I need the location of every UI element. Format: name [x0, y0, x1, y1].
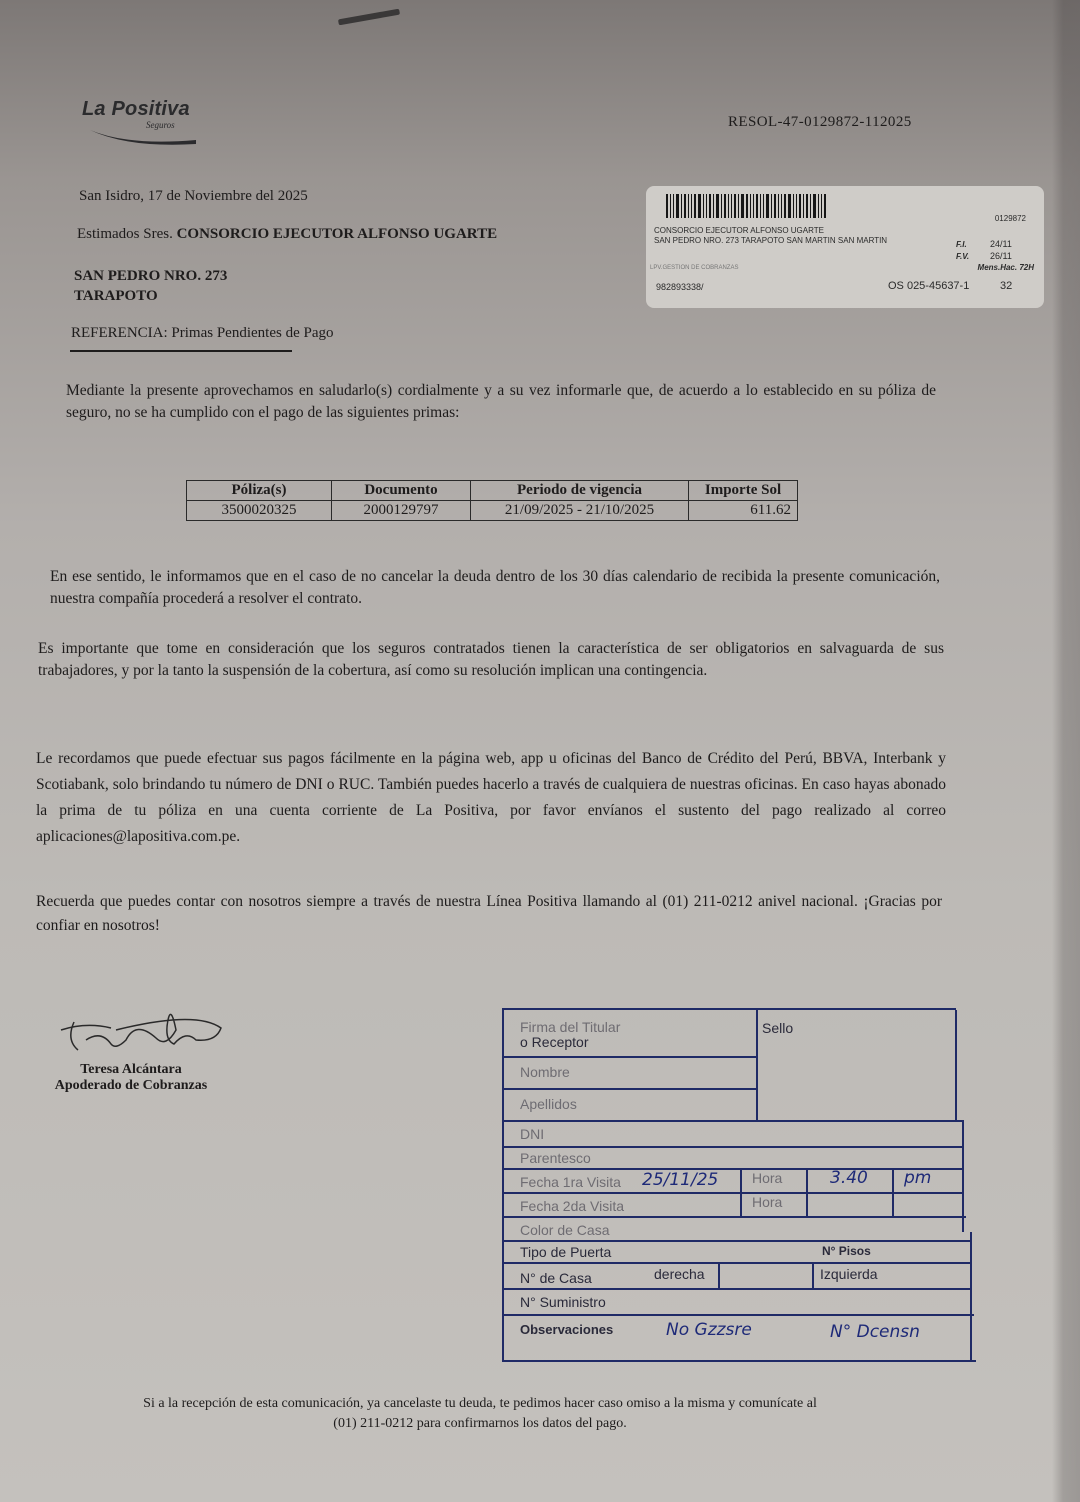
address-block: [74, 266, 227, 306]
barcode-bar: [684, 194, 686, 218]
barcode-bar: [709, 194, 711, 218]
label-address: SAN PEDRO NRO. 273 TARAPOTO SAN MARTIN SAN MARTIN: [654, 236, 888, 245]
label-numero-casa: N° de Casa: [520, 1270, 592, 1286]
greeting-prefix: Estimados Sres.: [77, 226, 173, 242]
barcode-bar: [724, 194, 726, 218]
col-line: [812, 1262, 814, 1288]
barcode-bar: [721, 194, 722, 218]
cell-poliza: 3500020325: [187, 501, 332, 521]
label-tipo-puerta: Tipo de Puerta: [520, 1244, 612, 1260]
label-color-casa: Color de Casa: [520, 1222, 610, 1238]
label-dept: LPV.GESTION DE COBRANZAS: [650, 265, 739, 271]
footer-line-1: Si a la recepción de esta comunicación, ya cancelaste tu deuda, te pedimos hacer caso omiso a la misma y comunícate al: [143, 1396, 817, 1411]
label-sello: Sello: [762, 1020, 794, 1036]
barcode-bar: [731, 194, 732, 218]
label-count: 32: [1000, 280, 1013, 292]
label-apellidos: Apellidos: [520, 1096, 577, 1112]
barcode-bar: [753, 194, 754, 218]
cell-importe: 611.62: [689, 501, 798, 521]
label-firma-2: o Receptor: [520, 1034, 589, 1050]
footer-line-2: (01) 211-0212 para confirmarnos los datos del pago.: [333, 1416, 627, 1431]
label-firma-1: Firma del Titular: [520, 1019, 621, 1035]
sello-divider: [756, 1010, 758, 1122]
barcode-bar: [806, 194, 808, 218]
mailing-label: [646, 186, 1044, 308]
barcode-bar: [681, 194, 682, 218]
label-hora-1: Hora: [752, 1170, 783, 1186]
paragraph-payment: Le recordamos que puede efectuar sus pagos fácilmente en la página web, app u oficinas del Banco de Crédito del Perú, BBVA, Interbank y Scotiabank, solo brindando tu número de DNI o RUC. También puedes hacerlo a través de cualquiera de nuestras oficinas. En caso hayas abonado la prima de tu póliza en una cuenta corriente de La Positiva, por favor envíanos el sustento del pago realizado al correo aplicaciones@lapositiva.com.pe.: [36, 750, 946, 845]
barcode-bar: [813, 194, 816, 218]
hora-1-value: 3.40: [830, 1168, 868, 1188]
barcode-bar: [728, 194, 729, 218]
reference-line: REFERENCIA: Primas Pendientes de Pago: [71, 325, 334, 341]
barcode: [666, 194, 866, 218]
barcode-bar: [756, 194, 758, 218]
header-importe: Importe Sol: [689, 481, 798, 501]
paragraph-deadline: En ese sentido, le informamos que en el caso de no cancelar la deuda dentro de los 30 días calendario de recibida la presente comunicación, nuestra compañía procederá a resolver el contrato.: [50, 568, 940, 607]
barcode-bar: [781, 194, 782, 218]
label-derecha: derecha: [654, 1266, 705, 1282]
cell-documento: 2000129797: [332, 501, 471, 521]
row-line: [502, 1146, 964, 1148]
logo-name: La Positiva: [82, 98, 190, 120]
paragraph-intro: Mediante la presente aprovechamos en saludarlo(s) cordialmente y a su vez informarle que, de acuerdo a lo establecido en su póliza de seguro, no se ha cumplido con el pago de las siguientes primas:: [66, 382, 936, 421]
barcode-bar: [784, 194, 786, 218]
label-fecha-2: Fecha 2da Visita: [520, 1198, 625, 1214]
barcode-bar: [691, 194, 692, 218]
paragraph-contact: Recuerda que puedes contar con nosotros siempre a través de nuestra Línea Positiva llamando al (01) 211-0212 anivel nacional. ¡Gracias por confiar en nosotros!: [36, 893, 942, 934]
row-line: [502, 1192, 964, 1194]
label-fecha-1: Fecha 1ra Visita: [520, 1174, 621, 1190]
label-izquierda: Izquierda: [820, 1266, 878, 1282]
row-line: [502, 1216, 966, 1218]
barcode-bar: [774, 194, 776, 218]
barcode-bar: [673, 194, 674, 218]
premiums-table: [186, 480, 798, 521]
label-fv-value: 26/11: [990, 251, 1012, 261]
signature-image: [56, 1000, 226, 1060]
label-firma: [520, 1020, 620, 1050]
barcode-bar: [688, 194, 689, 218]
address-line-1: SAN PEDRO NRO. 273: [74, 268, 228, 284]
form-border-left: [502, 1008, 504, 1360]
staple: [338, 9, 400, 26]
barcode-bar: [703, 194, 704, 218]
company-logo: [82, 98, 212, 148]
signature-block: [40, 1062, 222, 1094]
row-line: [502, 1056, 758, 1058]
barcode-bar: [778, 194, 779, 218]
row-line: [502, 1240, 970, 1242]
greeting: [77, 226, 497, 243]
barcode-bar: [750, 194, 751, 218]
form-border-right-bottom: [970, 1232, 972, 1360]
paper-edge-shadow: [1052, 0, 1080, 1502]
barcode-bar: [676, 194, 679, 218]
label-phone: 982893338/: [656, 282, 704, 292]
barcode-bar: [713, 194, 714, 218]
col-line: [740, 1168, 742, 1216]
barcode-bar: [694, 194, 696, 218]
barcode-bar: [810, 194, 811, 218]
label-hora-2: Hora: [752, 1194, 783, 1210]
row-line: [502, 1262, 972, 1264]
header-poliza: Póliza(s): [187, 481, 332, 501]
col-line: [892, 1168, 894, 1216]
col-line: [718, 1262, 720, 1288]
barcode-bar: [746, 194, 748, 218]
signer-name: Teresa Alcántara: [80, 1062, 182, 1077]
ampm-1-value: pm: [904, 1168, 932, 1188]
label-fi: F.I.: [956, 240, 967, 249]
label-mens: Mens.Hac. 72H: [977, 263, 1034, 272]
label-fv: F.V.: [956, 252, 970, 261]
resolution-code: RESOL-47-0129872-112025: [728, 114, 912, 130]
label-nombre: Nombre: [520, 1064, 570, 1080]
label-fi-value: 24/11: [990, 239, 1012, 249]
address-line-2: TARAPOTO: [74, 288, 158, 304]
barcode-bar: [796, 194, 797, 218]
barcode-bar: [799, 194, 801, 218]
logo-swoosh-icon: [88, 124, 198, 146]
cell-periodo: 21/09/2025 - 21/10/2025: [471, 501, 689, 521]
label-name: CONSORCIO EJECUTOR ALFONSO UGARTE: [654, 226, 824, 235]
header-periodo: Periodo de vigencia: [471, 481, 689, 501]
barcode-bar: [771, 194, 772, 218]
row-line: [502, 1288, 972, 1290]
recipient-name: CONSORCIO EJECUTOR ALFONSO UGARTE: [176, 226, 498, 242]
table-header-row: [187, 481, 798, 501]
observaciones-value-1: No Gzzsre: [666, 1320, 752, 1340]
barcode-bar: [698, 194, 701, 218]
barcode-bar: [824, 194, 826, 218]
label-observaciones: Observaciones: [520, 1322, 614, 1337]
table-row: [187, 501, 798, 521]
reference-underline: [70, 350, 292, 352]
label-dni: DNI: [520, 1126, 545, 1142]
date-line: San Isidro, 17 de Noviembre del 2025: [79, 188, 308, 204]
barcode-bar: [738, 194, 739, 218]
barcode-bar: [716, 194, 719, 218]
barcode-bar: [763, 194, 764, 218]
form-border-right-top: [955, 1010, 957, 1122]
row-line: [502, 1088, 758, 1090]
barcode-bar: [760, 194, 761, 218]
barcode-bar: [670, 194, 671, 218]
paragraph-importance: Es importante que tome en consideración que los seguros contratados tienen la característica de ser obligatorios en salvaguarda de sus trabajadores, y por la tanto la suspensión de la cobertura, así como su resolución implican una contingencia.: [38, 640, 944, 679]
row-line: [502, 1120, 964, 1122]
footer-note: [100, 1394, 860, 1434]
row-line: [502, 1314, 974, 1316]
barcode-bar: [706, 194, 707, 218]
label-os: OS 025-45637-1: [888, 280, 970, 292]
label-pisos: N° Pisos: [822, 1244, 871, 1258]
fecha-1-value: 25/11/25: [642, 1170, 719, 1190]
form-border-bottom: [502, 1360, 976, 1362]
barcode-bar: [788, 194, 791, 218]
barcode-bar: [803, 194, 804, 218]
logo-subtitle: Seguros: [146, 120, 175, 130]
col-line: [806, 1168, 808, 1216]
delivery-form: [500, 1004, 974, 1364]
barcode-bar: [793, 194, 794, 218]
barcode-bar: [766, 194, 769, 218]
row-line: [502, 1168, 964, 1170]
barcode-bar: [821, 194, 822, 218]
label-code: 0129872: [994, 214, 1026, 223]
observaciones-value-2: N° Dcensn: [830, 1322, 920, 1342]
barcode-bar: [666, 194, 668, 218]
signer-title: Apoderado de Cobranzas: [54, 1078, 208, 1093]
barcode-bar: [734, 194, 736, 218]
header-documento: Documento: [332, 481, 471, 501]
form-border-top: [504, 1008, 956, 1010]
barcode-bar: [741, 194, 744, 218]
label-suministro: N° Suministro: [520, 1294, 606, 1310]
label-parentesco: Parentesco: [520, 1150, 591, 1166]
barcode-bar: [818, 194, 819, 218]
